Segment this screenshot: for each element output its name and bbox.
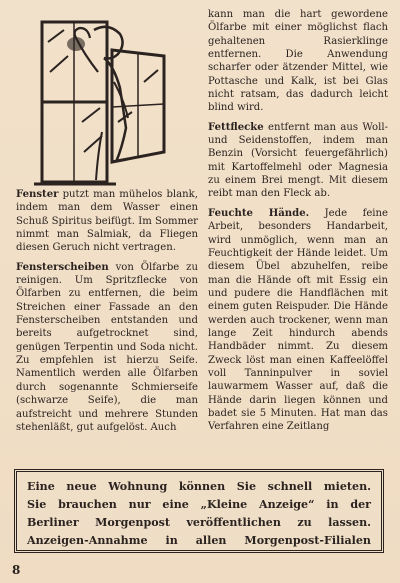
paragraph-feuchte-haende — [208, 207, 388, 434]
ad-line-4: Anzeigen-Annahme in allen Morgenpost-Filialen — [27, 534, 371, 547]
paragraph-fettflecke-text: entfernt man aus Woll- und Seidenstoffen, indem man Benzin (Vorsicht feuergefährlich) mit Kartoffelmehl oder Magnesia zu einem Brei mengt. Mit diesem reibt man den Fleck ab. — [208, 121, 388, 200]
keyword-fenster: Fenster — [16, 189, 59, 200]
left-text-column — [16, 188, 198, 440]
paragraph-fenster — [16, 188, 198, 255]
ad-line-1: Eine neue Wohnung können Sie schnell mieten. — [27, 480, 371, 493]
paragraph-fensterscheiben — [16, 261, 198, 434]
keyword-fensterscheiben: Fensterscheiben — [16, 261, 109, 273]
window-cleaning-illustration — [34, 12, 174, 197]
ad-line-3: Berliner Morgenpost veröffentlichen zu lassen. — [27, 516, 371, 529]
keyword-fettflecke: Fettflecke — [208, 121, 264, 133]
ad-line-2: Sie brauchen nur eine „Kleine Anzeige“ in der — [27, 498, 371, 511]
page-number: 8 — [12, 563, 21, 577]
paragraph-continuation: kann man die hart gewordene Ölfarbe mit einer möglichst flach gehaltenen Rasierklinge entfernen. Die Anwendung scharfer oder ätzender Mittel, wie Pottasche und Kalk, ist bei Glas nicht ratsam, das dadurch leicht blind wird. — [208, 9, 388, 114]
keyword-feuchte-haende: Feuchte Hände. — [208, 207, 310, 219]
paragraph-fenster-text: putzt man mühelos blank, indem man dem Wasser einen Schuß Spiritus beifügt. Im Sommer nimmt man Salmiak, da Fliegen diesen Geruch nicht vertragen. — [16, 189, 198, 254]
advertisement-box — [14, 469, 384, 553]
paragraph-feuchte-haende-text: Jede feine Arbeit, besonders Handarbeit, wird unmöglich, wenn man an Feuchtigkeit der Hände leidet. Um diesem Übel abzuhelfen, reibe man die Hände oft mit Essig ein und pudere die Handflächen mit einem guten Reispuder. Die Hände werden auch trockener, wenn man lange Zeit hindurch abends Handbäder nimmt. Zu diesem Zweck löst man einen Kaffeelöffel voll Tanninpulver in soviel lauwarmem Wasser auf, daß die Hände darin liegen können und badet sie 5 Minuten. Hat man das Verfahren eine Zeitlang — [208, 207, 388, 433]
paragraph-fensterscheiben-text: von Ölfarbe zu reinigen. Um Spritzflecke von Ölfarben zu entfernen, die beim Streichen einer Fassade an den Fensterscheiben entstanden und bereits aufgetrocknet sind, genügen Terpentin und Soda nicht. Zu empfehlen ist hierzu Seife. Namentlich werden alle Ölfarben durch sogenannte Schmierseife (schwarze Seife), die man aufstreicht und mehrere Stunden stehenläßt, gut aufgelöst. Auch — [16, 261, 198, 433]
right-text-column — [208, 8, 388, 440]
paragraph-fettflecke — [208, 121, 388, 201]
